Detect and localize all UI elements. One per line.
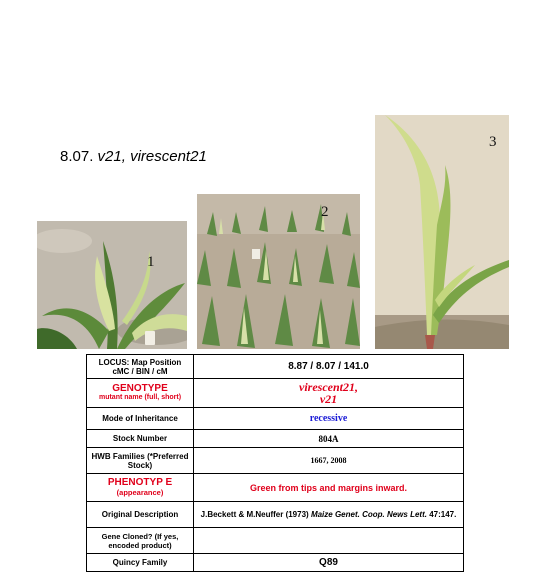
table-row xyxy=(87,554,464,572)
table-row xyxy=(87,430,464,448)
title-number: 8.07. xyxy=(60,148,94,165)
mode-value: recessive xyxy=(194,408,464,430)
genotype-label-cell xyxy=(87,379,194,408)
photo-2-label: 2 xyxy=(321,204,329,220)
stock-label: Stock Number xyxy=(87,430,194,448)
title-full-name: virescent21 xyxy=(130,148,207,165)
genotype-sublabel: mutant name (full, short) xyxy=(98,394,182,401)
photo-1 xyxy=(37,221,187,349)
locus-value: 8.87 / 8.07 / 141.0 xyxy=(194,355,464,379)
photo-1-label: 1 xyxy=(147,254,155,270)
genotype-value-cell xyxy=(194,379,464,408)
hwb-label: HWB Families (*Preferred Stock) xyxy=(87,448,194,474)
table-row xyxy=(87,379,464,408)
phenotype-label: PHENOTYP E xyxy=(107,477,173,488)
phenotype-value: Green from tips and margins inward. xyxy=(194,474,464,502)
stock-value: 804A xyxy=(194,430,464,448)
orig-authors: J.Beckett & M.Neuffer (1973) xyxy=(200,509,309,519)
table-row xyxy=(87,528,464,554)
photo-2 xyxy=(197,194,360,349)
mode-label: Mode of Inheritance xyxy=(87,408,194,430)
orig-journal: Maize Genet. Coop. News Lett. xyxy=(310,509,427,519)
cloned-label: Gene Cloned? (If yes, encoded product) xyxy=(87,528,194,554)
title-short-name: v21, xyxy=(97,148,126,165)
table-row xyxy=(87,355,464,379)
table-row xyxy=(87,448,464,474)
phenotype-label-cell xyxy=(87,474,194,502)
hwb-value: 1667, 2008 xyxy=(194,448,464,474)
locus-info-table xyxy=(86,354,464,572)
phenotype-sublabel: (appearance) xyxy=(116,488,164,497)
page-title xyxy=(60,148,207,165)
table-row xyxy=(87,502,464,528)
quincy-label: Quincy Family xyxy=(87,554,194,572)
genotype-label: GENOTYPE xyxy=(112,383,168,394)
genotype-full-name: virescent21, xyxy=(299,380,358,394)
cloned-value xyxy=(194,528,464,554)
locus-label: LOCUS: Map Position cMC / BIN / cM xyxy=(87,355,194,379)
orig-value-cell xyxy=(194,502,464,528)
orig-pages: 47:147. xyxy=(429,509,457,519)
orig-label: Original Description xyxy=(87,502,194,528)
genotype-short-name: v21 xyxy=(319,392,338,406)
quincy-value: Q89 xyxy=(194,554,464,572)
table-row xyxy=(87,408,464,430)
photo-3-label: 3 xyxy=(489,134,497,150)
table-row xyxy=(87,474,464,502)
